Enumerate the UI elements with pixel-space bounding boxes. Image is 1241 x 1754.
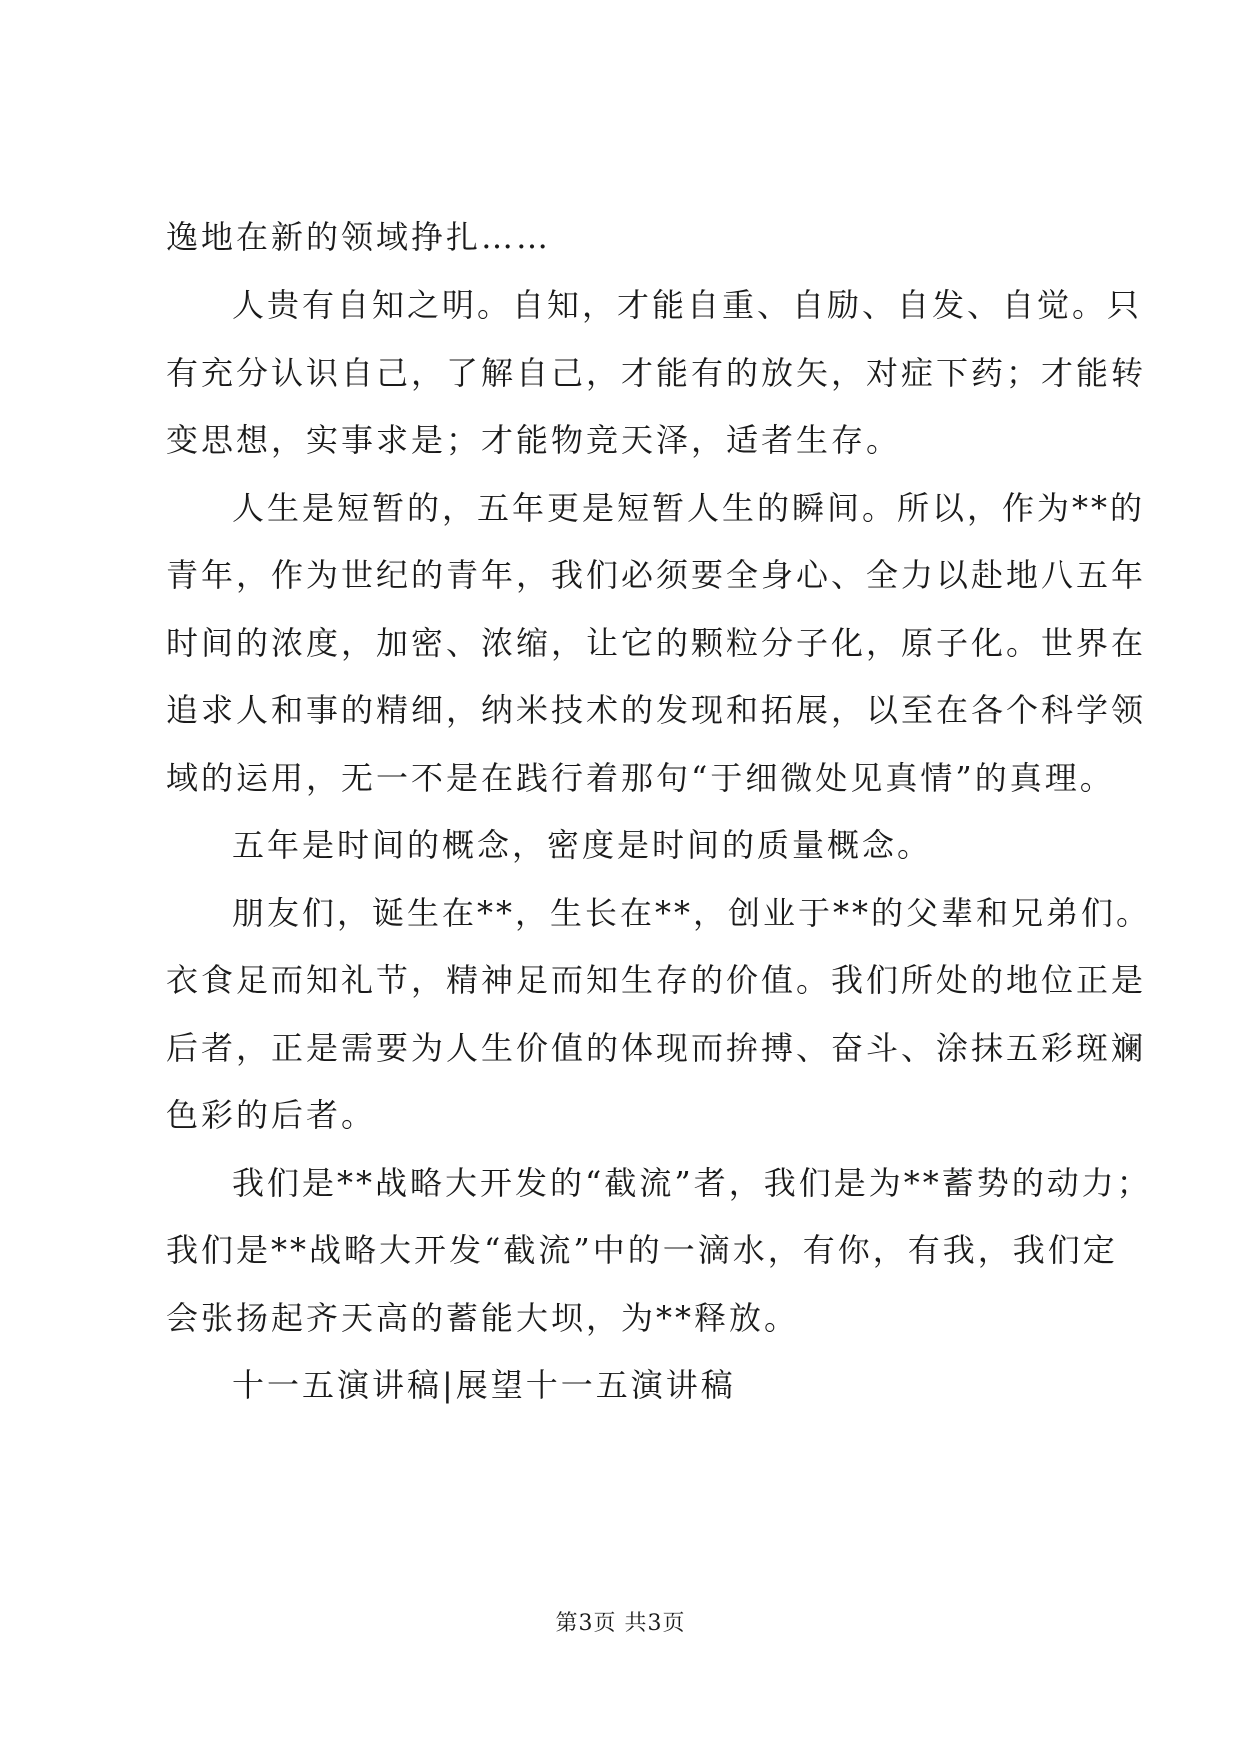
text-line: 后者，正是需要为人生价值的体现而拚搏、奋斗、涂抹五彩斑斓 bbox=[166, 1029, 1147, 1067]
paragraph-first-line: 人生是短暂的，五年更是短暂人生的瞬间。所以，作为**的 bbox=[232, 489, 1146, 527]
paragraph-first-line: 朋友们，诞生在**，生长在**，创业于**的父辈和兄弟们。 bbox=[232, 894, 1152, 932]
text-line: 色彩的后者。 bbox=[166, 1096, 377, 1134]
text-line: 逸地在新的领域挣扎…… bbox=[166, 218, 552, 256]
text-line: 我们是**战略大开发“截流”中的一滴水，有你，有我，我们定 bbox=[166, 1231, 1118, 1269]
paragraph-first-line: 我们是**战略大开发的“截流”者，我们是为**蓄势的动力； bbox=[232, 1164, 1152, 1202]
text-line: 变思想，实事求是；才能物竞天泽，适者生存。 bbox=[166, 421, 902, 459]
page-number-footer: 第3页 共3页 bbox=[555, 1611, 686, 1636]
text-line: 追求人和事的精细，纳米技术的发现和拓展，以至在各个科学领 bbox=[166, 691, 1147, 729]
text-line: 会张扬起齐天高的蓄能大坝，为**释放。 bbox=[166, 1299, 800, 1337]
text-line: 青年，作为世纪的青年，我们必须要全身心、全力以赴地八五年 bbox=[166, 556, 1147, 594]
text-line: 时间的浓度，加密、浓缩，让它的颗粒分子化，原子化。世界在 bbox=[166, 624, 1147, 662]
text-line: 有充分认识自己，了解自己，才能有的放矢，对症下药；才能转 bbox=[166, 354, 1147, 392]
paragraph-first-line: 五年是时间的概念，密度是时间的质量概念。 bbox=[232, 826, 933, 864]
paragraph-first-line: 人贵有自知之明。自知，才能自重、自励、自发、自觉。只 bbox=[232, 286, 1143, 324]
text-line: 衣食足而知礼节，精神足而知生存的价值。我们所处的地位正是 bbox=[166, 961, 1147, 999]
text-line: 域的运用，无一不是在践行着那句“于细微处见真情”的真理。 bbox=[166, 759, 1115, 797]
document-title-line: 十一五演讲稿|展望十一五演讲稿 bbox=[232, 1366, 736, 1404]
